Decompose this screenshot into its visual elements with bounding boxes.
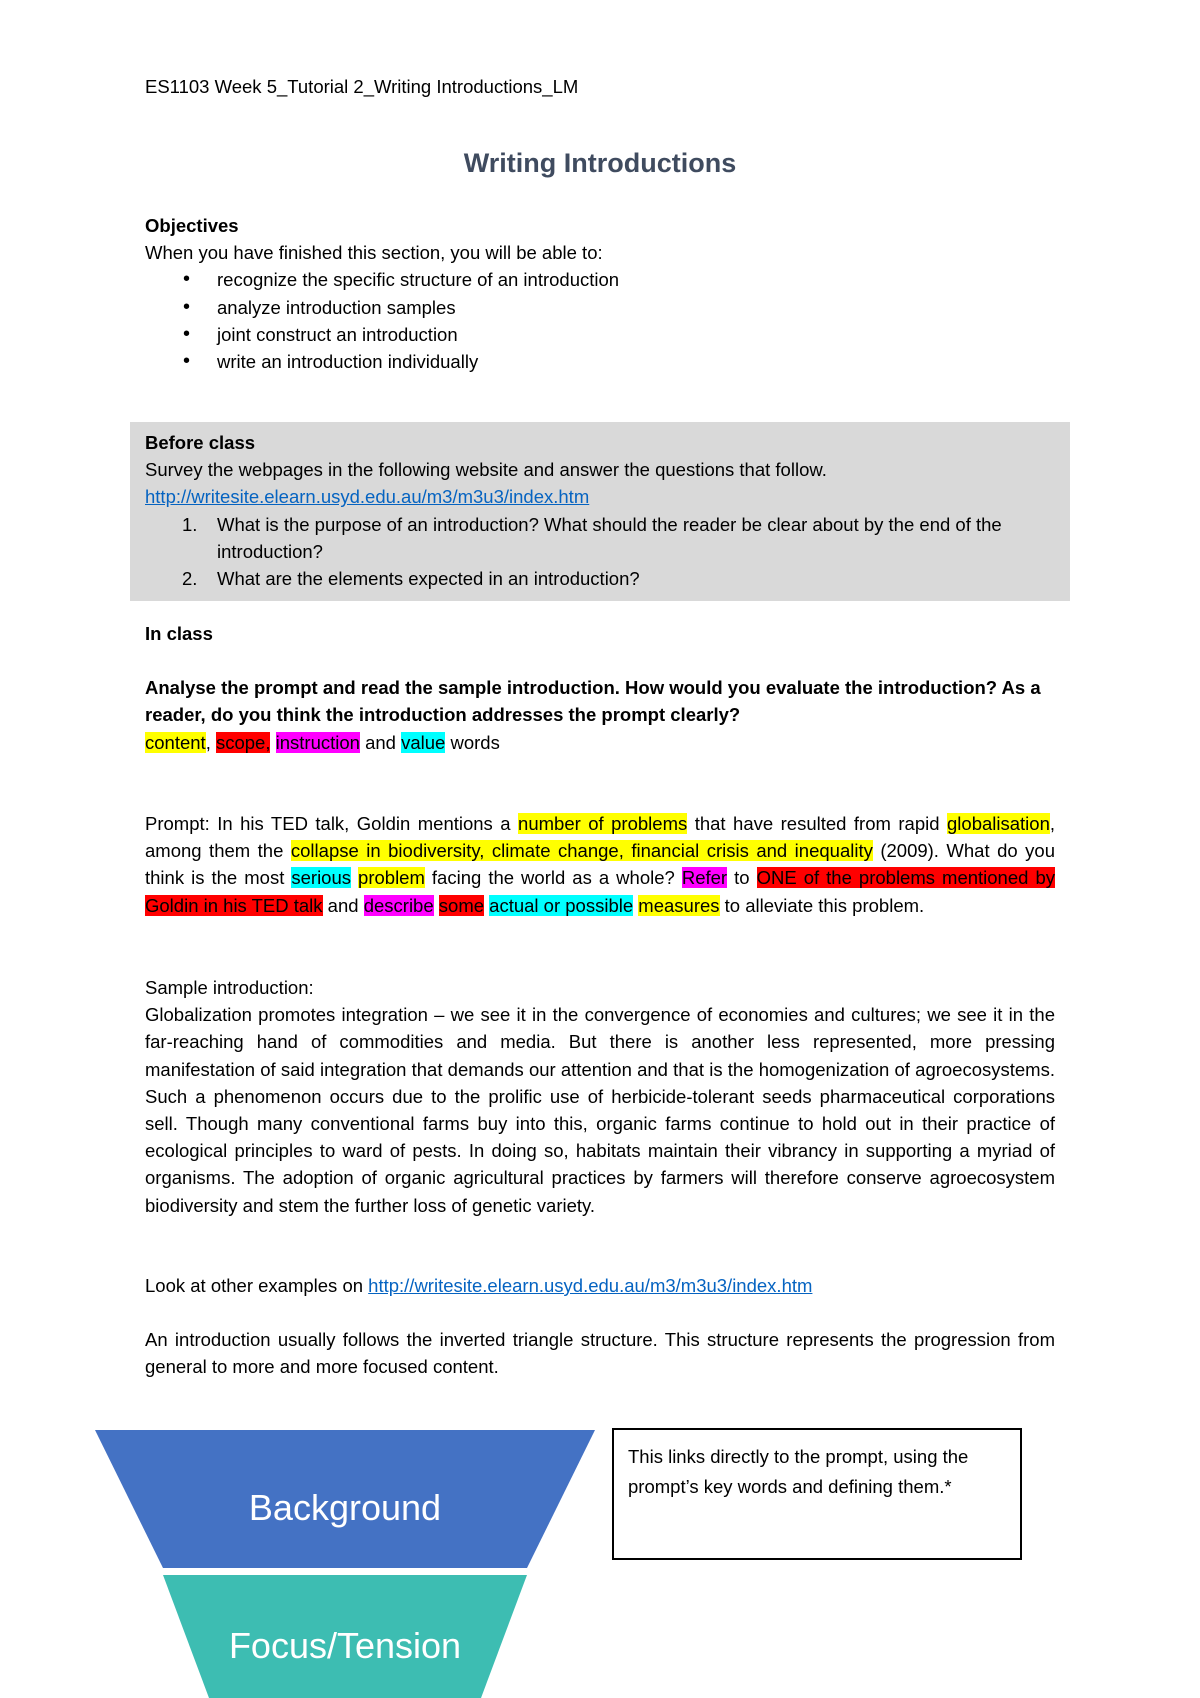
writesite-link[interactable]: http://writesite.elearn.usyd.edu.au/m3/m3u3/index.htm (145, 486, 590, 508)
objectives-heading: Objectives (145, 215, 239, 236)
list-item: • recognize the specific structure of an introduction (145, 266, 1055, 293)
prompt-text (351, 867, 358, 888)
structure-text: An introduction usually follows the inverted triangle structure. This structure represents the progression from general to more and more focused content. (145, 1329, 1055, 1378)
question-text: What is the purpose of an introduction? What should the reader be clear about by the end of the introduction? (217, 513, 1002, 562)
prompt-highlight-value: actual or possible (489, 894, 634, 916)
sample-heading: Sample introduction: (145, 977, 314, 998)
legend-words: words (450, 731, 500, 753)
list-item: • write an introduction individually (145, 348, 1055, 375)
document-header: ES1103 Week 5_Tutorial 2_Writing Introductions_LM (145, 76, 579, 97)
before-class-questions (145, 511, 1055, 593)
prompt-text: to alleviate this problem. (719, 894, 925, 916)
prompt-text: Prompt: In his TED talk, Goldin mentions a (145, 813, 519, 834)
prompt-text: (2009). What do you think is the most (145, 840, 1055, 889)
examples-lead: Look at other examples on (145, 1275, 369, 1296)
prompt-text (434, 895, 439, 916)
legend-comma: , (205, 731, 211, 753)
in-class-section (145, 620, 1055, 756)
examples-link[interactable]: http://writesite.elearn.usyd.edu.au/m3/m3u3/index.htm (368, 1275, 813, 1296)
note-box: This links directly to the prompt, using the prompt’s key words and defining them.* (612, 1428, 1022, 1560)
prompt-text: that have resulted from rapid (687, 813, 947, 834)
in-class-heading: In class (145, 623, 213, 644)
prompt-highlight-value: serious (291, 867, 352, 889)
legend-content: content (145, 731, 206, 753)
funnel-label-focus: Focus/Tension (228, 1625, 462, 1666)
before-class-instruction: Survey the webpages in the following website and answer the questions that follow. (145, 459, 827, 481)
list-item (145, 565, 1055, 592)
prompt-highlight-content: problem (358, 867, 425, 889)
prompt-text: to (727, 867, 757, 889)
prompt-paragraph (145, 810, 1055, 919)
prompt-highlight-content: collapse in biodiversity, climate change, financial crisis and inequality (290, 840, 873, 862)
prompt-highlight-instruction: describe (363, 894, 434, 916)
list-item (145, 511, 1055, 565)
question-number: 1. (182, 513, 198, 535)
examples-line (145, 1272, 1055, 1299)
prompt-highlight-instruction: Refer (681, 867, 728, 889)
legend-and: and (365, 731, 396, 753)
prompt-highlight-scope: ONE of the problems mentioned by Goldin in his TED talk (145, 867, 1055, 916)
sample-text: Globalization promotes integration – we see it in the convergence of economies and cultures; we see it in the far-reaching hand of commodities and media. But there is another less represented, more pressing manifestation of said integration that demands our attention and that is the homogenization of agroecosystems. Such a phenomenon occurs due to the prolific use of herbicide-tolerant seeds pharmaceutical corporations sell. Though many conventional farms buy into this, organic farms continue to hold out in their practice of ecological principles to ward of pests. In doing so, habitats maintain their vibrancy in supporting a myriad of organisms. The adoption of organic agricultural practices by farmers will therefore conserve agroecosystem biodiversity and stem the further loss of genetic variety. (145, 1004, 1055, 1216)
before-class-section (145, 429, 1055, 592)
list-item: • analyze introduction samples (145, 294, 1055, 321)
prompt-highlight-scope: some (438, 894, 485, 916)
objectives-section (145, 212, 1055, 375)
prompt-highlight-content: number of problems (518, 813, 688, 834)
list-item: • joint construct an introduction (145, 321, 1055, 348)
before-class-heading: Before class (145, 432, 256, 453)
objectives-list (145, 266, 1055, 375)
sample-section (145, 974, 1055, 1219)
prompt-highlight-content: globalisation (947, 813, 1050, 834)
in-class-task: Analyse the prompt and read the sample introduction. How would you evaluate the introduction? As a reader, do you think the introduction addresses the prompt clearly? (145, 677, 1041, 726)
legend-scope: scope, (215, 731, 271, 753)
highlight-legend (145, 729, 1055, 756)
legend-instruction: instruction (275, 731, 360, 753)
prompt-text: , among them the (145, 813, 1055, 862)
page-title: Writing Introductions (463, 148, 737, 178)
question-number: 2. (182, 568, 198, 590)
legend-value: value (401, 731, 446, 753)
prompt-text: and (322, 894, 364, 916)
funnel-label-background: Background (248, 1487, 442, 1528)
prompt-text: facing the world as a whole? (424, 867, 682, 889)
objectives-intro: When you have finished this section, you will be able to: (145, 242, 603, 264)
inverted-triangle-diagram (95, 1430, 605, 1698)
question-text: What are the elements expected in an introduction? (217, 568, 640, 590)
prompt-highlight-content: measures (638, 894, 720, 916)
